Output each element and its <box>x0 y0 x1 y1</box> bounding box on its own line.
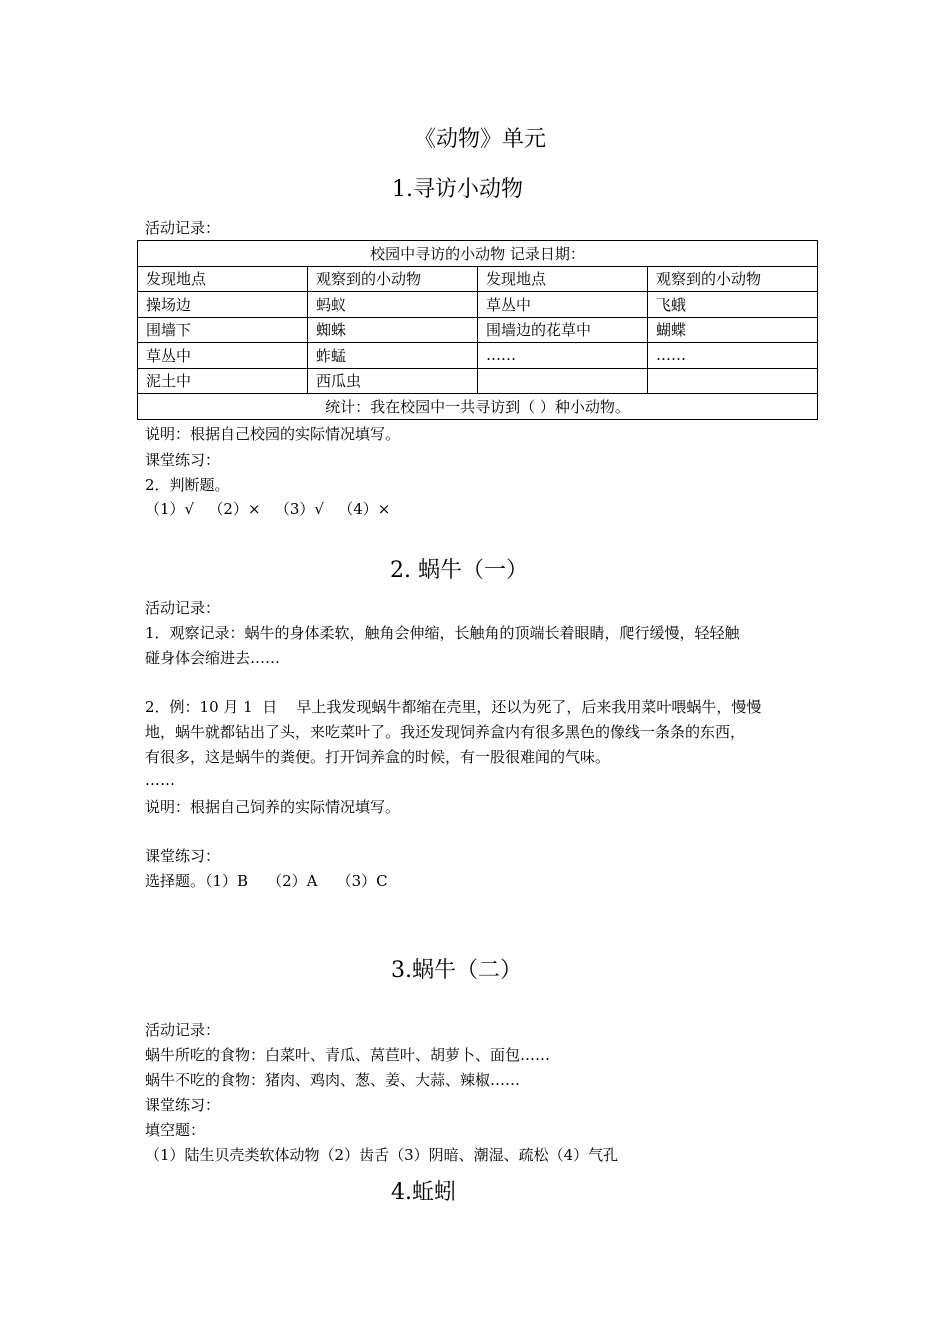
table-cell: 蝴蝶 <box>648 317 818 343</box>
s1-practice-label: 课堂练习： <box>145 451 221 469</box>
column-header: 发现地点 <box>478 266 648 292</box>
table-cell: 草丛中 <box>478 292 648 318</box>
table-cell: 西瓜虫 <box>308 368 478 394</box>
column-header: 发现地点 <box>138 266 308 292</box>
s3-practice-label: 课堂练习： <box>145 1096 221 1114</box>
table-row <box>138 317 818 343</box>
s2-example-line-3: 有很多，这是蜗牛的粪便。打开饲养盒的时候，有一股很难闻的气味。 <box>145 748 611 766</box>
s3-not-eats: 蜗牛不吃的食物：猪肉、鸡肉、葱、姜、大蒜、辣椒…… <box>145 1071 521 1089</box>
s1-activity-label: 活动记录： <box>145 219 221 237</box>
table-footer-row <box>138 394 818 420</box>
table-header-row <box>138 241 818 267</box>
table-cell <box>478 368 648 394</box>
s3-activity-label: 活动记录： <box>145 1021 221 1039</box>
table-cell: 蚂蚁 <box>308 292 478 318</box>
s1-answers: （1）√ （2）× （3）√ （4）× <box>145 500 391 518</box>
table-cell: 蜘蛛 <box>308 317 478 343</box>
column-header: 观察到的小动物 <box>648 266 818 292</box>
table-row <box>138 292 818 318</box>
s3-eats: 蜗牛所吃的食物：白菜叶、青瓜、莴苣叶、胡萝卜、面包…… <box>145 1046 551 1064</box>
s2-observation-line-2: 碰身体会缩进去…… <box>145 649 281 667</box>
section-1-title: 1.寻访小动物 <box>392 177 523 202</box>
table-header: 校园中寻访的小动物 记录日期： <box>138 241 818 267</box>
unit-title: 《动物》单元 <box>414 127 547 152</box>
table-column-row <box>138 266 818 292</box>
s2-note: 说明：根据自己饲养的实际情况填写。 <box>145 798 401 816</box>
table-cell: 泥土中 <box>138 368 308 394</box>
table-cell: 围墙边的花草中 <box>478 317 648 343</box>
table-cell: 草丛中 <box>138 343 308 369</box>
table-row <box>138 343 818 369</box>
section-4-title: 4.蚯蚓 <box>391 1180 456 1205</box>
s1-question-label: 2．判断题。 <box>145 476 230 494</box>
s2-example-line-1: 2．例：10 月 1 日 早上我发现蜗牛都缩在壳里，还以为死了，后来我用菜叶喂蜗牛，慢慢 <box>145 698 762 716</box>
table-cell: 操场边 <box>138 292 308 318</box>
table-cell: 围墙下 <box>138 317 308 343</box>
s2-practice-label: 课堂练习： <box>145 847 221 865</box>
animal-record-table <box>137 240 818 420</box>
s2-activity-label: 活动记录： <box>145 599 221 617</box>
table-cell: …… <box>648 343 818 369</box>
s1-note: 说明：根据自己校园的实际情况填写。 <box>145 425 401 443</box>
s2-example-line-2: 地，蜗牛就都钻出了头，来吃菜叶了。我还发现饲养盒内有很多黑色的像线一条条的东西， <box>145 723 746 741</box>
column-header: 观察到的小动物 <box>308 266 478 292</box>
s2-observation-line-1: 1．观察记录：蜗牛的身体柔软，触角会伸缩，长触角的顶端长着眼睛，爬行缓慢，轻轻触 <box>145 624 740 642</box>
s3-answers: （1）陆生贝壳类软体动物（2）齿舌（3）阴暗、潮湿、疏松（4）气孔 <box>145 1146 619 1164</box>
section-2-title: 2. 蜗牛（一） <box>390 558 528 583</box>
s2-answers: 选择题。（1）B （2）A （3）C <box>145 872 388 890</box>
s2-ellipsis: …… <box>145 771 175 789</box>
table-cell <box>648 368 818 394</box>
table-cell: 飞蛾 <box>648 292 818 318</box>
s3-fill-label: 填空题： <box>145 1121 206 1139</box>
table-row <box>138 368 818 394</box>
section-3-title: 3.蜗牛（二） <box>391 958 522 983</box>
table-footer: 统计：我在校园中一共寻访到（ ）种小动物。 <box>138 394 818 420</box>
table-cell: …… <box>478 343 648 369</box>
table-cell: 蚱蜢 <box>308 343 478 369</box>
